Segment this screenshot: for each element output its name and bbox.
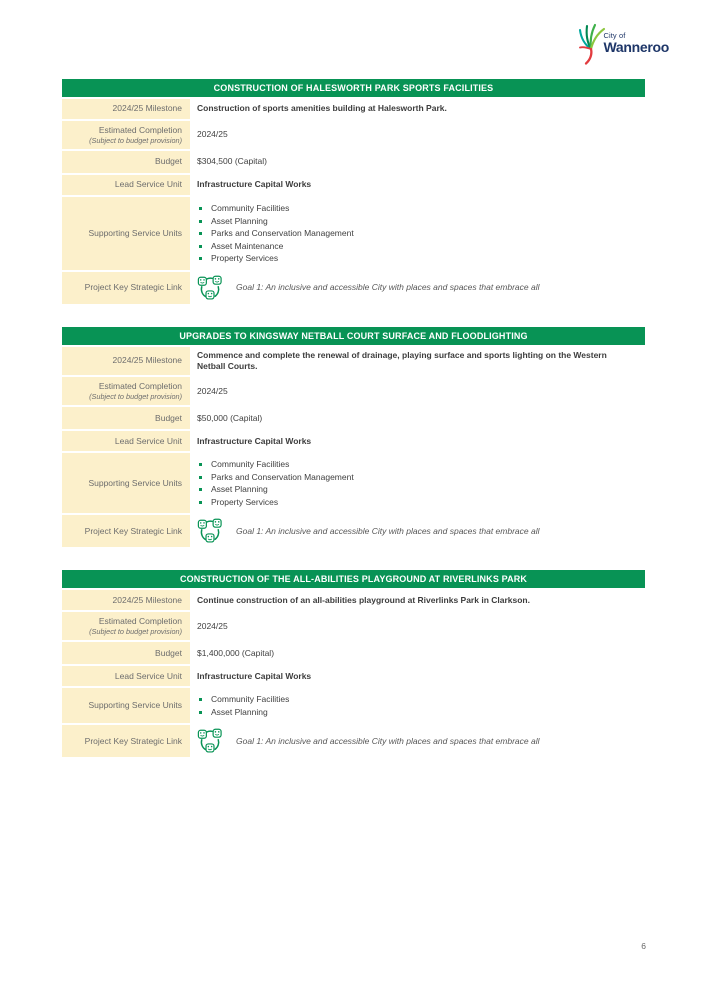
row-label-supporting-service-units: Supporting Service Units: [62, 688, 190, 723]
strategic-link-wrap: [197, 275, 539, 301]
table-row: [62, 612, 645, 640]
table-row: [62, 453, 645, 513]
table-row: [62, 688, 645, 723]
community-faces-icon: [197, 275, 223, 301]
row-label-strategic-link: Project Key Strategic Link: [62, 515, 190, 547]
budget-value: $50,000 (Capital): [197, 412, 263, 423]
table-row: [62, 590, 645, 610]
row-label-estimated-completion: [62, 121, 190, 149]
estimated-completion-value: 2024/25: [197, 129, 228, 140]
table-row: [62, 515, 645, 547]
logo-text: [603, 22, 669, 55]
budget-provision-note: (Subject to budget provision): [89, 392, 182, 402]
table-row: [62, 407, 645, 429]
supporting-service-units-value: [190, 453, 645, 513]
row-label-budget: Budget: [62, 642, 190, 664]
strategic-link-value: [190, 725, 645, 757]
row-label-milestone: 2024/25 Milestone: [62, 347, 190, 376]
list-item: Asset Planning: [197, 215, 354, 228]
estimated-completion-value: 2024/25: [197, 385, 228, 396]
list-item: Property Services: [197, 496, 354, 509]
row-label-lead-service-unit: Lead Service Unit: [62, 666, 190, 686]
budget-provision-note: (Subject to budget provision): [89, 135, 182, 145]
logo-wanneroo: Wanneroo: [603, 39, 669, 55]
project-title: CONSTRUCTION OF THE ALL-ABILITIES PLAYGROUND AT RIVERLINKS PARK: [62, 570, 645, 588]
project-table-kingsway: [62, 327, 645, 548]
page-content: [62, 79, 645, 780]
project-table-riverlinks: [62, 570, 645, 757]
goal-text: Goal 1: An inclusive and accessible City with places and spaces that embrace all: [236, 735, 540, 746]
row-label-budget: Budget: [62, 407, 190, 429]
city-of-wanneroo-logo: [576, 22, 669, 66]
project-table-halesworth: [62, 79, 645, 304]
list-item: Community Facilities: [197, 458, 354, 471]
table-row: [62, 725, 645, 757]
budget-value: $304,500 (Capital): [197, 156, 267, 167]
budget-value: $1,400,000 (Capital): [197, 647, 275, 658]
strategic-link-wrap: [197, 518, 539, 544]
list-item: Asset Planning: [197, 483, 354, 496]
list-item: Asset Maintenance: [197, 240, 354, 253]
table-row: [62, 377, 645, 405]
row-label-supporting-service-units: Supporting Service Units: [62, 453, 190, 513]
strategic-link-value: [190, 515, 645, 547]
row-label-strategic-link: Project Key Strategic Link: [62, 272, 190, 304]
milestone-value: Continue construction of an all-abilities playground at Riverlinks Park in Clarkson.: [197, 594, 530, 605]
community-faces-icon: [197, 518, 223, 544]
list-item: Community Facilities: [197, 693, 289, 706]
estimated-completion-label: Estimated Completion: [98, 616, 182, 627]
row-label-supporting-service-units: Supporting Service Units: [62, 197, 190, 270]
list-item: Parks and Conservation Management: [197, 471, 354, 484]
strategic-link-value: [190, 272, 645, 304]
row-label-milestone: 2024/25 Milestone: [62, 99, 190, 119]
list-item: Community Facilities: [197, 202, 354, 215]
table-row: [62, 121, 645, 149]
row-label-strategic-link: Project Key Strategic Link: [62, 725, 190, 757]
table-row: [62, 347, 645, 376]
community-faces-icon: [197, 728, 223, 754]
logo-city-of: City of: [603, 31, 626, 40]
supporting-service-units-value: [190, 688, 645, 723]
milestone-value: Construction of sports amenities building at Halesworth Park.: [197, 103, 447, 114]
list-item: Property Services: [197, 252, 354, 265]
page-number: 6: [641, 941, 646, 951]
supporting-units-list: [197, 200, 354, 267]
lead-service-unit-value: Infrastructure Capital Works: [197, 179, 312, 190]
row-label-budget: Budget: [62, 151, 190, 173]
supporting-units-list: [197, 456, 354, 510]
row-label-estimated-completion: [62, 612, 190, 640]
table-row: [62, 431, 645, 451]
estimated-completion-label: Estimated Completion: [98, 381, 182, 392]
row-label-estimated-completion: [62, 377, 190, 405]
lead-service-unit-value: Infrastructure Capital Works: [197, 670, 312, 681]
table-row: [62, 151, 645, 173]
table-row: [62, 99, 645, 119]
list-item: Parks and Conservation Management: [197, 227, 354, 240]
project-title: CONSTRUCTION OF HALESWORTH PARK SPORTS FACILITIES: [62, 79, 645, 97]
lead-service-unit-value: Infrastructure Capital Works: [197, 435, 312, 446]
goal-text: Goal 1: An inclusive and accessible City with places and spaces that embrace all: [236, 281, 540, 292]
estimated-completion-label: Estimated Completion: [98, 124, 182, 135]
project-title: UPGRADES TO KINGSWAY NETBALL COURT SURFACE AND FLOODLIGHTING: [62, 327, 645, 345]
table-row: [62, 272, 645, 304]
list-item: Asset Planning: [197, 706, 289, 719]
estimated-completion-value: 2024/25: [197, 620, 228, 631]
table-row: [62, 666, 645, 686]
table-row: [62, 642, 645, 664]
supporting-service-units-value: [190, 197, 645, 270]
budget-provision-note: (Subject to budget provision): [89, 627, 182, 637]
table-row: [62, 197, 645, 270]
strategic-link-wrap: [197, 728, 539, 754]
row-label-lead-service-unit: Lead Service Unit: [62, 175, 190, 195]
supporting-units-list: [197, 691, 289, 720]
row-label-lead-service-unit: Lead Service Unit: [62, 431, 190, 451]
milestone-value: Commence and complete the renewal of drainage, playing surface and sports lighting on the Western Netball Courts.: [197, 349, 607, 371]
row-label-milestone: 2024/25 Milestone: [62, 590, 190, 610]
table-row: [62, 175, 645, 195]
goal-text: Goal 1: An inclusive and accessible City with places and spaces that embrace all: [236, 525, 540, 536]
